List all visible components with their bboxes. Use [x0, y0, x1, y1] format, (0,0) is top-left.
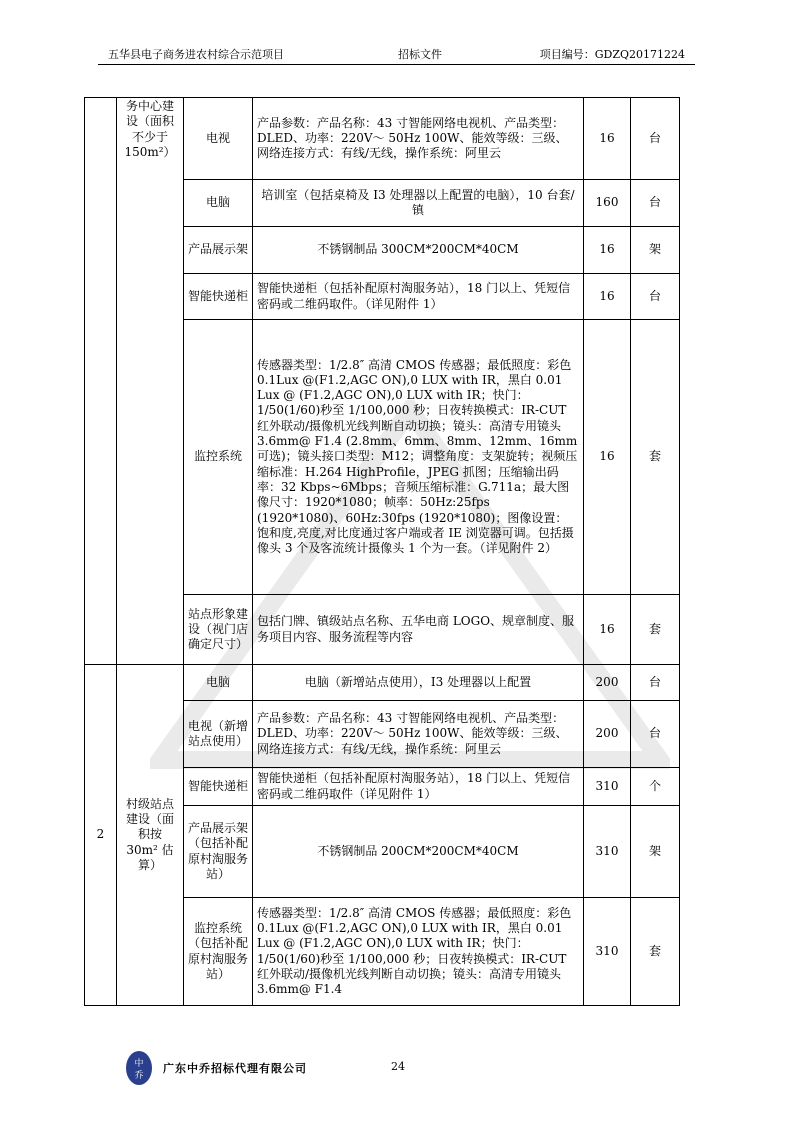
row-number-cell	[85, 98, 117, 665]
unit-cell: 台	[631, 180, 680, 227]
item-cell: 监控系统	[184, 320, 253, 595]
spec-cell: 传感器类型：1/2.8″ 高清 CMOS 传感器；最低照度：彩色 0.1Lux @(F1.2,AGC ON),0 LUX with IR，黑白 0.01 Lux @ (F1.2,AGC ON),0 LUX with IR；快门：1/50(1/60)秒至 1/100,000 秒；日夜转换模式：IR-CUT 红外联动/摄像机光线判断自动切换；镜头：高清专用镜头 3.6mm@ F1.4	[253, 898, 584, 1006]
spec-cell: 智能快递柜（包括补配原村淘服务站），18 门以上、凭短信密码或二维码取件。（详见附件 1）	[253, 274, 584, 320]
qty-cell: 310	[584, 768, 631, 806]
header-doc-type: 招标文件	[398, 48, 442, 61]
row-number-cell: 2	[85, 665, 117, 1006]
item-cell: 智能快递柜	[184, 274, 253, 320]
spec-cell: 电脑（新增站点使用），I3 处理器以上配置	[253, 665, 584, 701]
spec-cell: 产品参数：产品名称：43 寸智能网络电视机、产品类型：DLED、功率：220V～ 50Hz 100W、能效等级：三级、网络连接方式：有线/无线，操作系统：阿里云	[253, 701, 584, 768]
header-project-name: 五华县电子商务进农村综合示范项目	[108, 48, 284, 61]
category-cell	[117, 98, 184, 227]
unit-cell: 台	[631, 98, 680, 180]
footer-company-name: 广东中乔招标代理有限公司	[163, 1062, 307, 1075]
category-cell-empty	[117, 227, 184, 665]
qty-cell: 310	[584, 806, 631, 898]
page-header	[108, 44, 685, 64]
qty-cell: 16	[584, 320, 631, 595]
qty-cell: 200	[584, 665, 631, 701]
item-cell: 电脑	[184, 180, 253, 227]
spec-cell: 产品参数：产品名称：43 寸智能网络电视机、产品类型：DLED、功率：220V～ 50Hz 100W、能效等级：三级、网络连接方式：有线/无线，操作系统：阿里云	[253, 98, 584, 180]
table-row	[85, 98, 680, 180]
item-cell: 站点形象建设（视门店确定尺寸）	[184, 595, 253, 665]
unit-cell: 个	[631, 768, 680, 806]
qty-cell: 160	[584, 180, 631, 227]
qty-cell: 16	[584, 595, 631, 665]
qty-cell: 16	[584, 227, 631, 274]
spec-cell: 传感器类型：1/2.8″ 高清 CMOS 传感器；最低照度：彩色 0.1Lux @(F1.2,AGC ON),0 LUX with IR，黑白 0.01 Lux @ (F1.2,AGC ON),0 LUX with IR；快门：1/50(1/60)秒至 1/100,000 秒；日夜转换模式：IR-CUT 红外联动/摄像机光线判断自动切换；镜头：高清专用镜头 3.6mm@ F1.4 (2.8mm、6mm、8mm、12mm、16mm 可选)；镜头接口类型：M12；调整角度：支架旋转；视频压缩标准：H.264 HighProfile，JPEG 抓图；压缩输出码率：32 Kbps~6Mbps；音频压缩标准：G.711a；最大图像尺寸：1920*1080；帧率：50Hz:25fps (1920*1080)、60Hz:30fps (1920*1080)；图像设置：饱和度,亮度,对比度通过客户端或者 IE 浏览器可调。包括摄像头 3 个及客流统计摄像头 1 个为一套。（详见附件 2）	[253, 320, 584, 595]
spec-cell: 不锈钢制品 300CM*200CM*40CM	[253, 227, 584, 274]
spec-table	[84, 97, 680, 1006]
unit-cell: 台	[631, 274, 680, 320]
unit-cell: 套	[631, 320, 680, 595]
qty-cell: 16	[584, 274, 631, 320]
unit-cell: 台	[631, 665, 680, 701]
table-row	[85, 227, 680, 274]
item-cell: 电视（新增站点使用）	[184, 701, 253, 768]
svg-text:中: 中	[134, 1059, 144, 1069]
qty-cell: 16	[584, 98, 631, 180]
unit-cell: 套	[631, 595, 680, 665]
unit-cell: 架	[631, 806, 680, 898]
category-label: 务中心建设（面积不少于150m²）	[124, 99, 176, 159]
spec-cell: 培训室（包括桌椅及 I3 处理器以上配置的电脑），10 台套/镇	[253, 180, 584, 227]
spec-cell: 包括门牌、镇级站点名称、五华电商 LOGO、规章制度、服务项目内容、服务流程等内容	[253, 595, 584, 665]
qty-cell: 310	[584, 898, 631, 1006]
qty-cell: 200	[584, 701, 631, 768]
svg-text:乔: 乔	[134, 1071, 144, 1081]
item-cell: 电视	[184, 98, 253, 180]
item-cell: 产品展示架（包括补配原村淘服务站）	[184, 806, 253, 898]
unit-cell: 台	[631, 701, 680, 768]
category-cell: 村级站点建设（面积按 30m² 估算）	[117, 665, 184, 1006]
header-divider	[98, 64, 695, 65]
page-number: 24	[391, 1060, 405, 1073]
item-cell: 产品展示架	[184, 227, 253, 274]
page-footer	[0, 1050, 793, 1090]
item-cell: 监控系统（包括补配原村淘服务站）	[184, 898, 253, 1006]
company-logo	[125, 1050, 153, 1086]
spec-cell: 不锈钢制品 200CM*200CM*40CM	[253, 806, 584, 898]
unit-cell: 架	[631, 227, 680, 274]
item-cell: 电脑	[184, 665, 253, 701]
table-row	[85, 665, 680, 701]
item-cell: 智能快递柜	[184, 768, 253, 806]
unit-cell: 套	[631, 898, 680, 1006]
spec-cell: 智能快递柜（包括补配原村淘服务站），18 门以上、凭短信密码或二维码取件（详见附件 1）	[253, 768, 584, 806]
header-project-code: 项目编号：GDZQ20171224	[539, 48, 685, 61]
